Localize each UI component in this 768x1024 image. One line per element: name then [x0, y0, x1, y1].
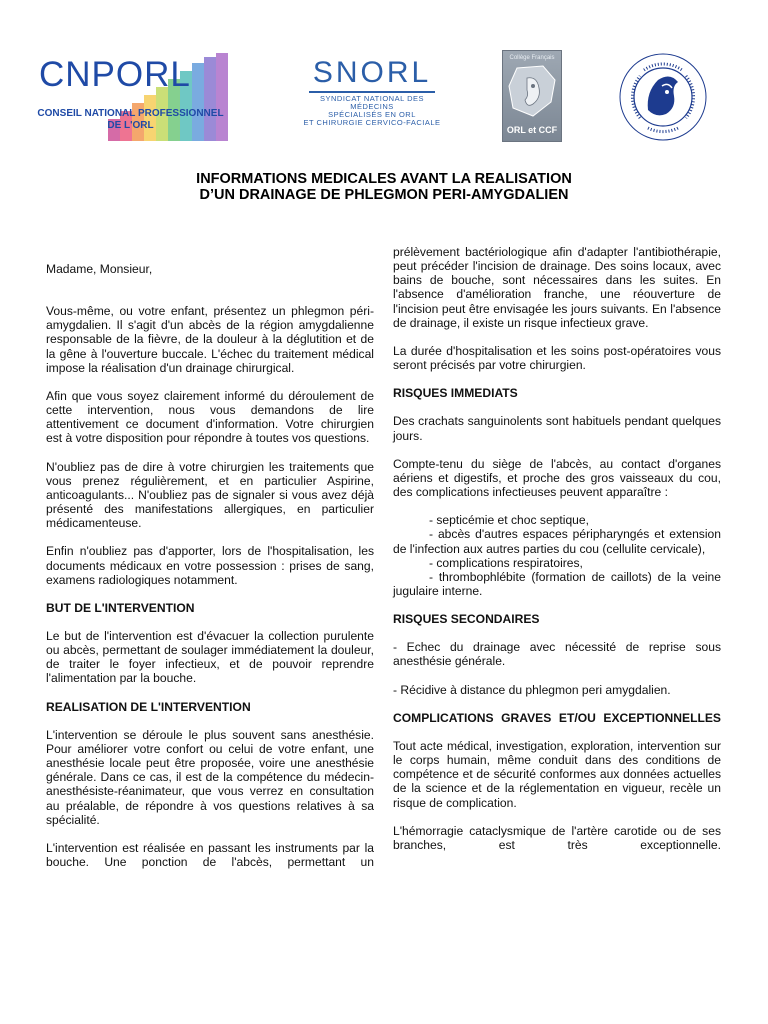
france-map-profile-icon [503, 62, 561, 122]
list-item-text: - complications respiratoires, [429, 555, 583, 570]
immediats-paragraph-2: Compte-tenu du siège de l'abcès, au contact d'organes aériens et digestifs, et proche des gros vaisseaux du cou, des complications infectieuses peuvent apparaître : [393, 456, 721, 500]
snorl-logo [303, 56, 441, 126]
greeting: Madame, Monsieur, [46, 262, 153, 276]
complications-list [393, 513, 721, 598]
section-heading-but: BUT DE L'INTERVENTION [46, 600, 195, 615]
list-item [393, 556, 721, 570]
immediats-paragraph-1: Des crachats sanguinolents sont habituels pendant quelques jours. [393, 414, 721, 443]
cnporl-subtitle [33, 108, 228, 132]
title-line1: INFORMATIONS MEDICALES AVANT LA REALISATION [196, 171, 572, 187]
secondaires-paragraph-1: - Echec du drainage avec nécessité de reprise sous anesthésie générale. [393, 640, 721, 669]
list-item [393, 513, 721, 527]
cnporl-logo [33, 51, 228, 141]
logo-bar [0, 48, 768, 148]
continued-paragraph: prélèvement bactériologique afin d'adapter l'antibiothérapie, peut précéder l'incision de drainage. Des soins locaux, avec bains de bouche, sont nécessaires dans les suites. En l'absence d'amélioration franche, une réouverture de l'incision peut être envisagée les jours suivants. En l'absence de drainage, il existe un risque infectieux grave. [393, 245, 721, 330]
list-item [393, 570, 721, 598]
document-title [0, 171, 768, 203]
section-heading-secondaires: RISQUES SECONDAIRES [393, 612, 540, 627]
but-paragraph: Le but de l'intervention est d'évacuer la collection purulente ou abcès, permettant de soulager immédiatement la douleur, de traiter le foyer infectieux, et de pouvoir reprendre l'alimentation par la bouche. [46, 628, 374, 686]
list-item-text: - abcès d'autres espaces péripharyngés et extension de l'infection aux autres parties du cou (cellulite cervicale), [393, 527, 721, 556]
complications-paragraph-2: L'hémorragie cataclysmique de l'artère carotide ou de ses branches, est très exceptionnelle. [393, 823, 721, 852]
cnporl-name: CNPORL [39, 55, 191, 94]
intro-paragraph: Vous-même, ou votre enfant, présentez un phlegmon péri-amygdalien. Il s'agit d'un abcès de la région amygdalienne responsable de la fièvre, de la douleur à la déglutition et de la gêne à l'ouverture buccale. L'échec du traitement médical impose la réalisation d'un drainage chirurgical. [46, 304, 374, 375]
realisation-paragraph-1: L'intervention se déroule le plus souvent sans anesthésie. Pour améliorer votre confort ou celui de votre enfant, une anesthésie locale peut être proposée, voire une anesthésie générale. Dans ce cas, il est de la compétence du médecin-anesthésiste-réanimateur, que vous verrez en consultation au préalable, de répondre à vos questions relatives à sa spécialité. [46, 727, 374, 827]
seal-bottom-text: ORL et CCF [506, 125, 558, 135]
left-column [46, 262, 374, 883]
cnporl-subtitle-line1: CONSEIL NATIONAL PROFESSIONNEL [37, 108, 224, 119]
realisation-paragraph-2: L'intervention est réalisée en passant les instruments par la bouche. Une ponction de l'abcès, permettant un [46, 840, 374, 869]
list-item-text: - septicémie et choc septique, [429, 513, 589, 528]
snorl-subtitle-line1: SYNDICAT NATIONAL DES MÉDECINS [320, 94, 424, 111]
snorl-subtitle-line3: ET CHIRURGIE CERVICO-FACIALE [303, 118, 441, 127]
documents-paragraph: Enfin n'oubliez pas d'apporter, lors de l'hospitalisation, les documents médicaux en votre possession : prises de sang, examens radiologiques notamment. [46, 544, 374, 587]
sforl-emblem-logo [618, 52, 708, 142]
info-paragraph: Afin que vous soyez clairement informé du déroulement de cette intervention, nous vous demandons de lire attentivement ce document d'information. Votre chirurgien est à votre disposition pour répondre à toutes vos questions. [46, 388, 374, 446]
section-heading-immediats: RISQUES IMMEDIATS [393, 386, 518, 401]
snorl-name: SNORL [312, 56, 432, 89]
seal-top-text: Collège Français [509, 55, 555, 61]
title-line2: D’UN DRAINAGE DE PHLEGMON PERI-AMYGDALIEN [199, 187, 569, 203]
complications-paragraph-1: Tout acte médical, investigation, exploration, intervention sur le corps humain, même conduit dans des conditions de compétence et de sécurité conformes aux données actuelles de la science et de la réglementation en vigueur, recèle un risque de complication. [393, 738, 721, 810]
snorl-divider [309, 91, 435, 93]
sforl-emblem-icon [618, 52, 708, 142]
right-column [393, 245, 721, 866]
college-seal-logo [502, 50, 562, 142]
list-item-text: - thrombophlébite (formation de caillots) de la veine jugulaire interne. [393, 569, 721, 598]
cnporl-subtitle-line2: DE L'ORL [107, 120, 154, 131]
duree-paragraph: La durée d'hospitalisation et les soins post-opératoires vous seront précisés par votre chirurgien. [393, 343, 721, 373]
secondaires-paragraph-2: - Récidive à distance du phlegmon peri amygdalien. [393, 682, 671, 697]
section-heading-complications: COMPLICATIONS GRAVES ET/OU EXCEPTIONNELLES [393, 710, 721, 725]
section-heading-realisation: REALISATION DE L'INTERVENTION [46, 699, 251, 714]
list-item [393, 527, 721, 555]
treatments-paragraph: N'oubliez pas de dire à votre chirurgien les traitements que vous prenez régulièrement, et en particulier Aspirine, anticoagulants... N'oubliez pas de signaler si vous avez déjà présenté des manifestations allergiques, en particulier médicamenteuse. [46, 459, 374, 531]
snorl-subtitle-line2: SPÉCIALISÉS EN ORL [328, 110, 416, 119]
